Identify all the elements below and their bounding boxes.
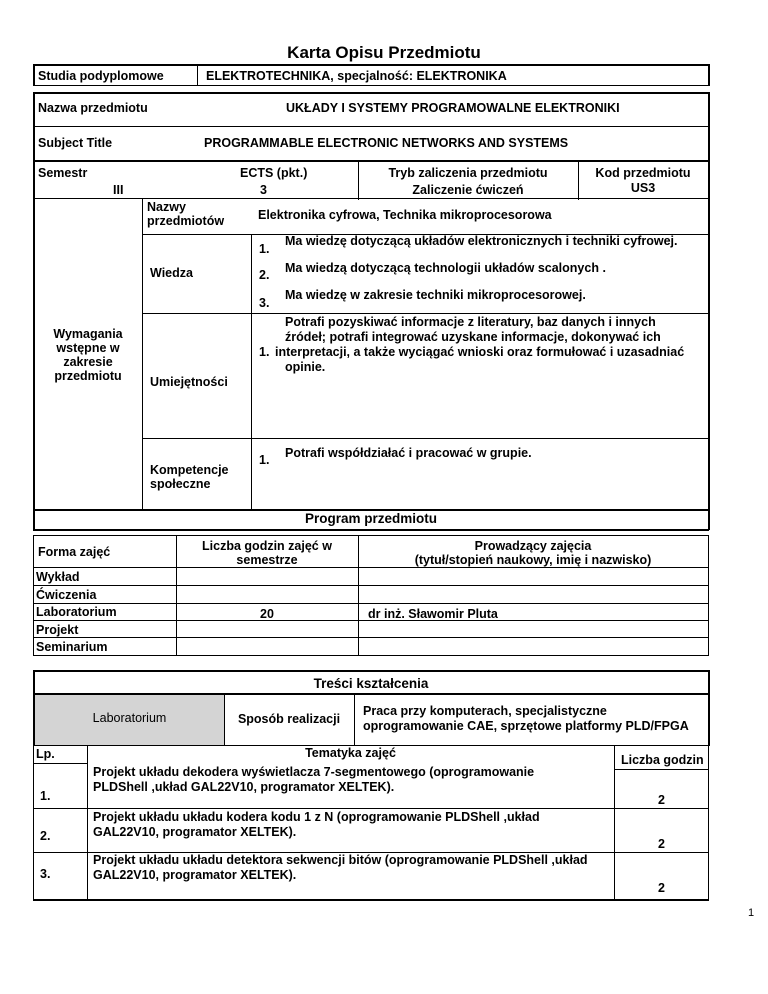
studia-value: ELEKTROTECHNIKA, specjalność: ELEKTRONIKA <box>206 69 507 83</box>
tryb-label: Tryb zaliczenia przedmiotu <box>388 166 548 180</box>
subject-value: PROGRAMMABLE ELECTRONIC NETWORKS AND SYSTEMS <box>204 136 569 150</box>
ects-value: 3 <box>260 183 267 197</box>
semestr-label: Semestr <box>38 166 88 180</box>
forma-label: Forma zajęć <box>38 545 111 559</box>
nazwa-label: Nazwa przedmiotu <box>38 101 148 115</box>
studia-label: Studia podyplomowe <box>38 69 164 83</box>
tematyka-label: Tematyka zajęć <box>305 746 396 760</box>
nazwy-value: Elektronika cyfrowa, Technika mikroprocesorowa <box>258 208 552 222</box>
subject-label: Subject Title <box>38 136 113 150</box>
page-number: 1 <box>748 907 755 919</box>
nazwa-value: UKŁADY I SYSTEMY PROGRAMOWALNE ELEKTRONIKI <box>286 101 620 115</box>
liczba-label: Liczba godzin <box>621 753 704 767</box>
kod-label: Kod przedmiotu <box>595 166 691 180</box>
lp-label: Lp. <box>36 747 55 761</box>
ects-label: ECTS (pkt.) <box>240 166 308 180</box>
page-title: Karta Opisu Przedmiotu <box>287 43 481 62</box>
wiedza-label: Wiedza <box>150 266 193 280</box>
program-title: Program przedmiotu <box>304 511 437 526</box>
form-label: Laboratorium <box>92 711 167 725</box>
sposob-label: Sposób realizacji <box>237 712 341 726</box>
semestr-value: III <box>113 183 124 197</box>
umiejetnosci-label: Umiejętności <box>150 375 228 389</box>
tresci-title: Treści kształcenia <box>313 676 429 691</box>
kod-value: US3 <box>630 181 656 195</box>
tryb-value: Zaliczenie ćwiczeń <box>412 183 524 197</box>
